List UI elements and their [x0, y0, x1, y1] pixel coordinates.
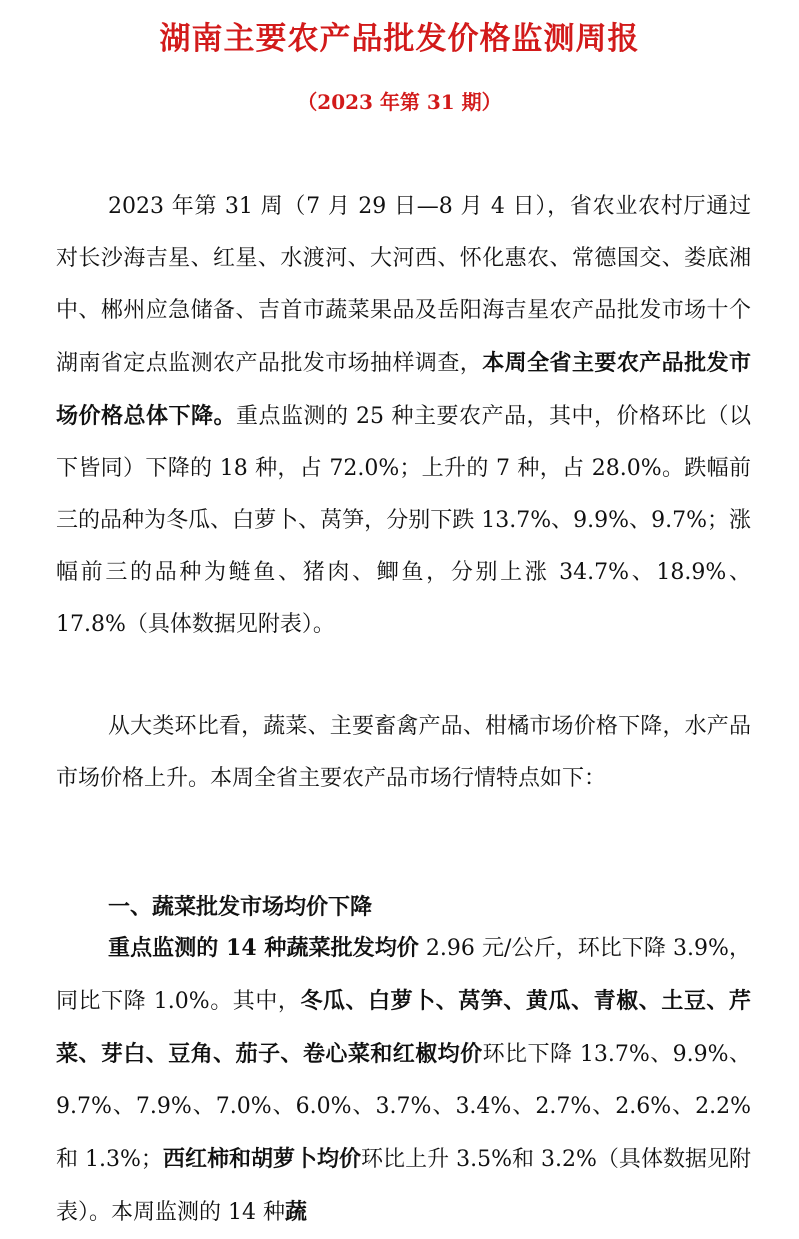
section-heading-vegetables: 一、蔬菜批发市场均价下降	[108, 895, 373, 920]
summary-paragraph	[56, 181, 751, 651]
vegetable-text-3: 环比上升 3.5%和 3.2%（具体数据见附表）。本周监测的 14 种	[56, 1147, 751, 1225]
summary-text-2: 重点监测的 25 种主要农产品，其中，价格环比（以下皆同）下降的 18 种，占 72.0%；上升的 7 种，占 28.0%。跌幅前三的品种为冬瓜、白萝卜、莴笋，分别下跌 13.7%、9.9%、9.7%；涨幅前三的品种为鲢鱼、猪肉、鲫鱼，分别上涨 34.7%、18.9%、17.8%（具体数据见附表）。	[56, 404, 751, 637]
vegetable-lead-bold: 重点监测的 14 种蔬菜批发均价	[108, 935, 419, 961]
vegetable-text-2: 环比下降 13.7%、9.9%、9.7%、7.9%、7.0%、6.0%、3.7%、3.4%、2.7%、2.6%、2.2%和 1.3%；	[56, 1042, 751, 1172]
summary-highlight: 本周全省主要农产品批发市场价格总体下降。	[56, 350, 751, 429]
vegetable-decline-list: 冬瓜、白萝卜、莴笋、黄瓜、青椒、土豆、芹菜、芽白、豆角、茄子、卷心菜和红椒均价	[56, 988, 751, 1067]
vegetable-price-paragraph	[56, 922, 751, 1239]
vegetable-text-1: 2.96 元/公斤，环比下降 3.9%，同比下降 1.0%。其中，	[56, 936, 751, 1014]
report-title: 湖南主要农产品批发价格监测周报	[159, 21, 640, 57]
summary-text-1: 2023 年第 31 周（7 月 29 日—8 月 4 日），省农业农村厅通过对长沙海吉星、红星、水渡河、大河西、怀化惠农、常德国交、娄底湘中、郴州应急储备、吉首市蔬菜果品及岳阳海吉星农产品批发市场十个湖南省定点监测农产品批发市场抽样调查，	[56, 194, 751, 376]
vegetable-rise-list: 西红柿和胡萝卜均价	[162, 1146, 362, 1172]
category-overview-paragraph: 从大类环比看，蔬菜、主要畜禽产品、柑橘市场价格下降，水产品市场价格上升。本周全省主要农产品市场行情特点如下：	[56, 714, 751, 791]
vegetable-trailing-bold: 蔬	[284, 1199, 307, 1225]
issue-number: （2023 年第 31 期）	[297, 90, 502, 114]
